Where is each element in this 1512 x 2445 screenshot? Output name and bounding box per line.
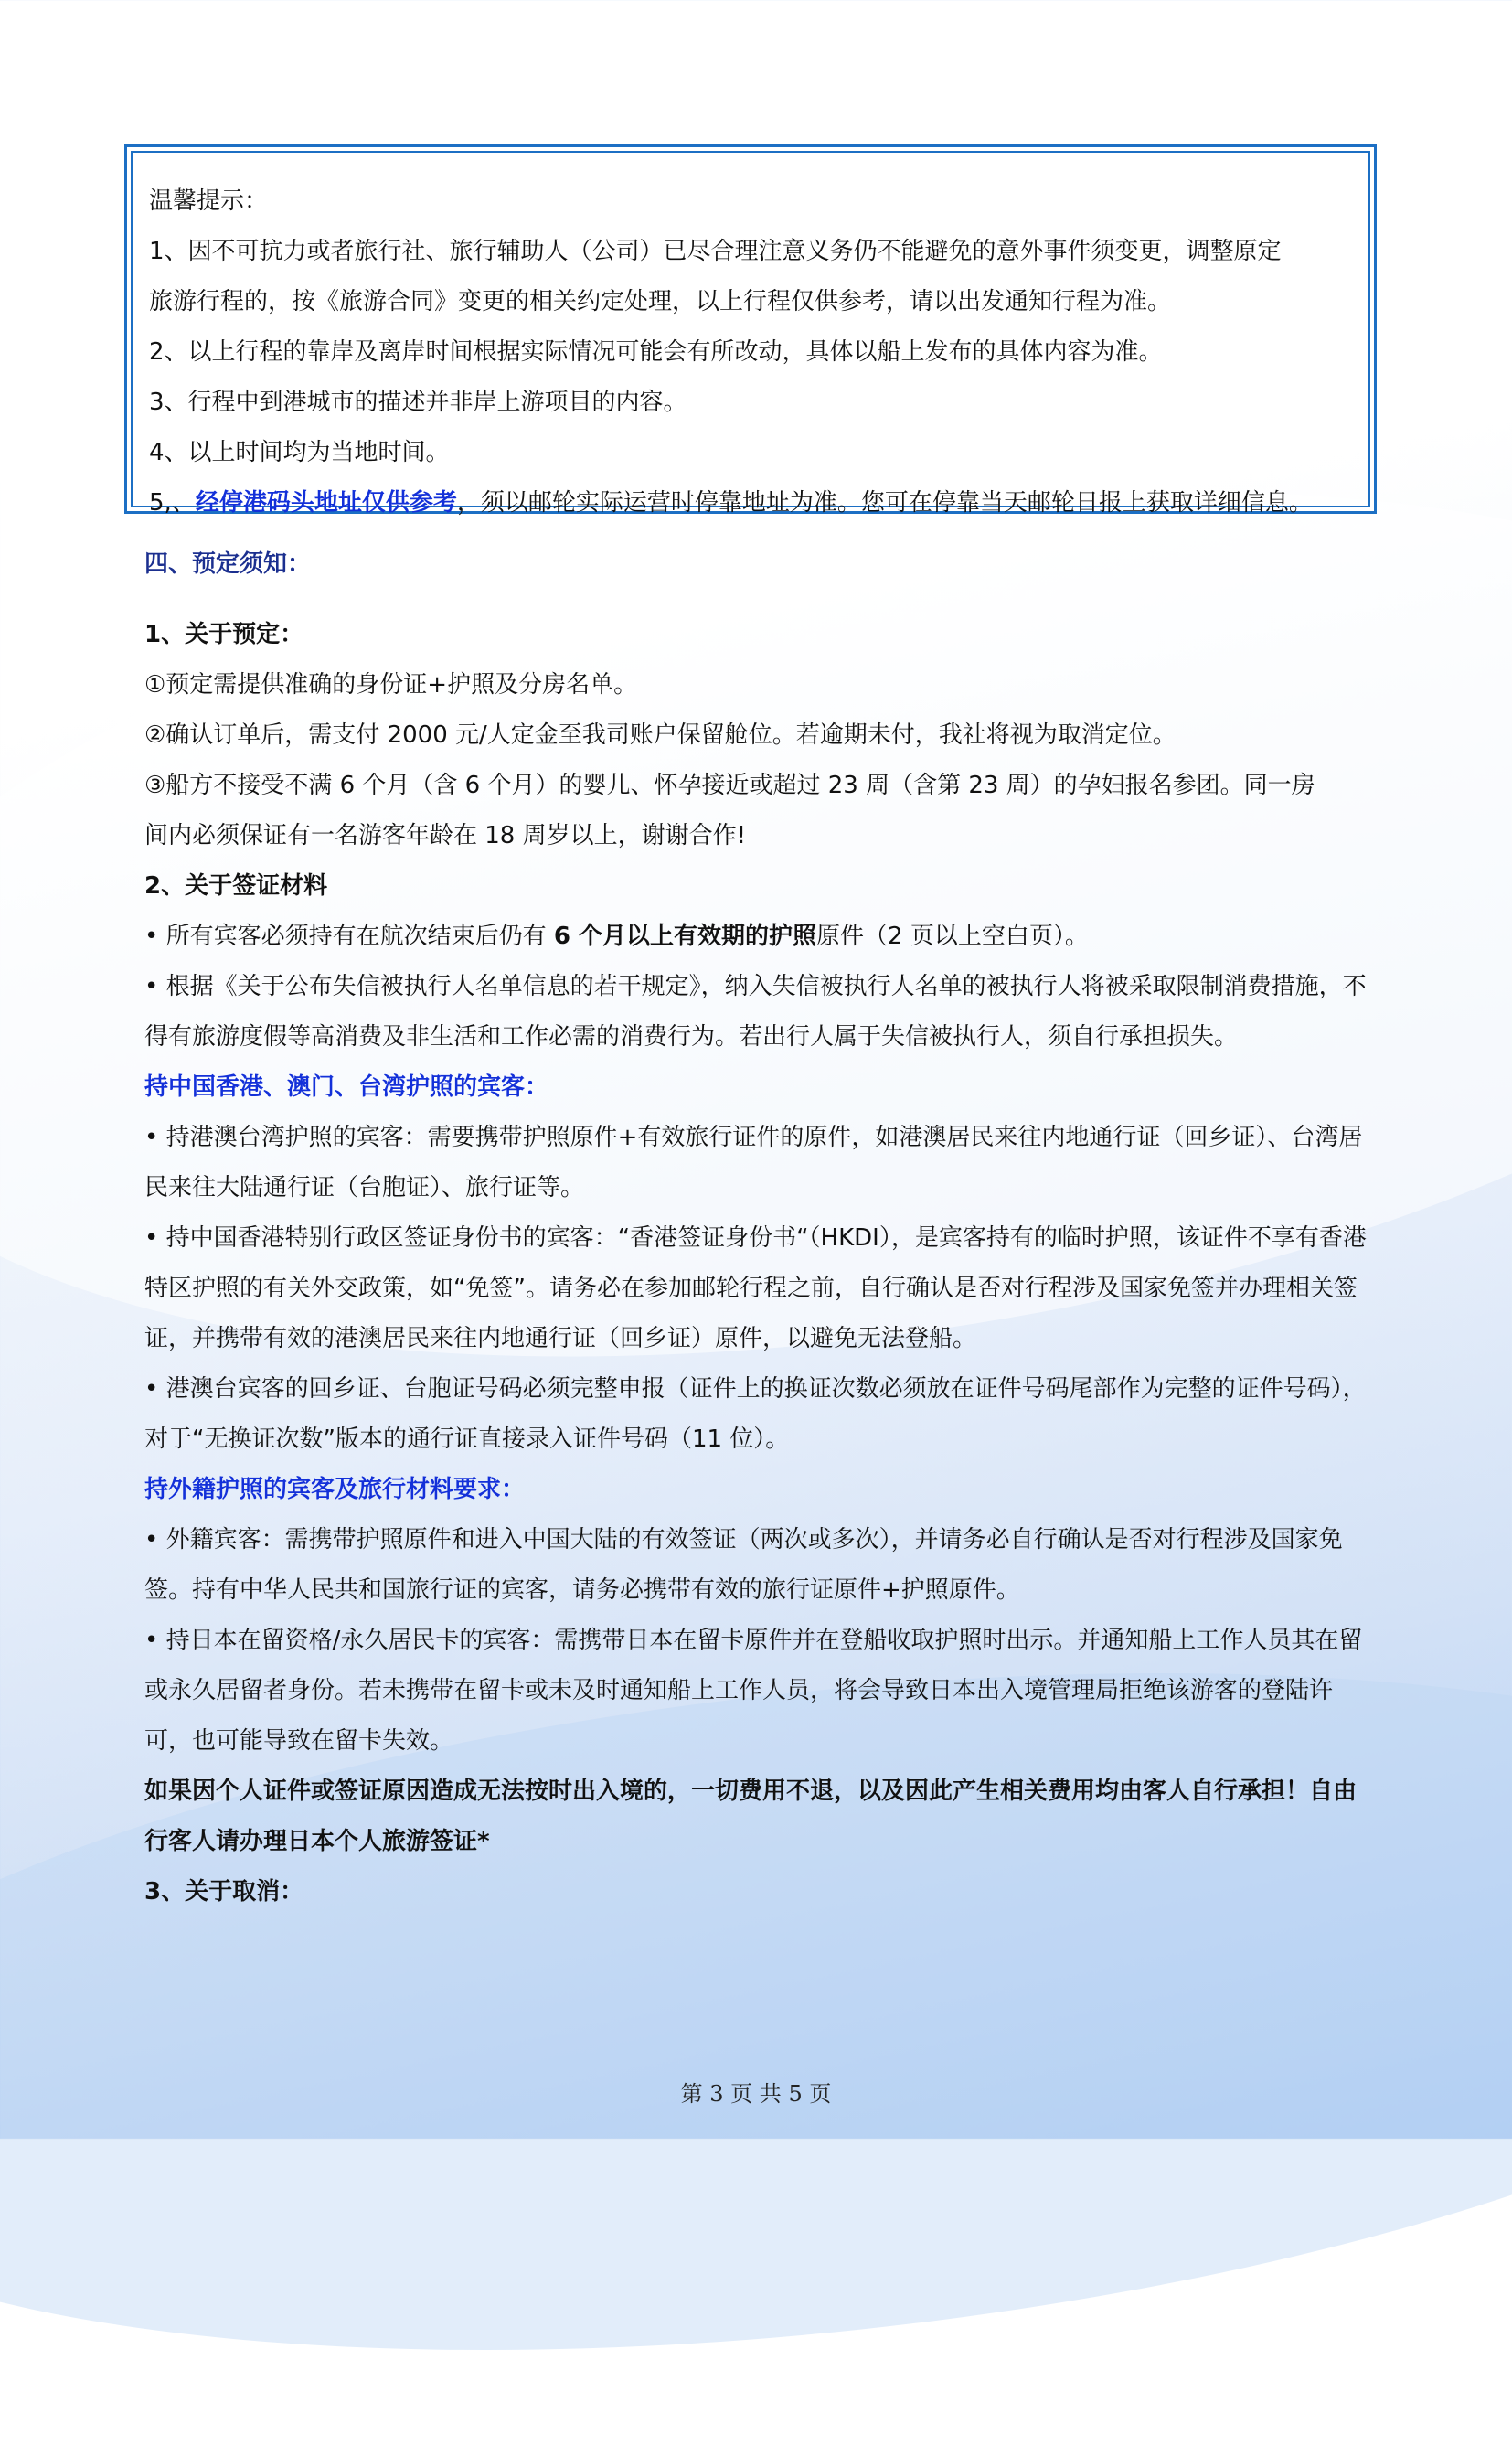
section-title: 四、预定须知： [144, 550, 312, 578]
visa-bullet-1 [144, 912, 1374, 962]
hk-macau-taiwan-title: 持中国香港、澳门、台湾护照的宾客： [144, 1073, 549, 1101]
tips-item-4: 4、以上时间均为当地时间。 [149, 439, 450, 466]
tips-item-2: 2、以上行程的靠岸及离岸时间根据实际情况可能会有所改动，具体以船上发布的具体内容为准。 [149, 338, 1163, 366]
booking-item-1: ①预定需提供准确的身份证+护照及分房名单。 [144, 671, 638, 699]
tips-item-5-rest: ，须以邮轮实际运营时停靠地址为准。您可在停靠当天邮轮日报上获取详细信息。 [456, 489, 1313, 517]
visa-bullet-1-bold: 6 个月以上有效期的护照 [553, 923, 817, 950]
booking-item-3b: 间内必须保证有一名游客年龄在 18 周岁以上，谢谢合作! [144, 822, 747, 849]
visa-bullet-1-post: 原件（2 页以上空白页）。 [816, 923, 1089, 950]
visa-title: 2、关于签证材料 [144, 872, 328, 900]
tips-item-1a: 1、因不可抗力或者旅行社、旅行辅助人（公司）已尽合理注意义务仍不能避免的意外事件须变更，调整原定 [149, 238, 1282, 265]
tips-box [124, 144, 1377, 517]
foreign-bullet-2: • 持日本在留资格/永久居民卡的宾客：需携带日本在留卡原件并在登船收取护照时出示。并通知船上工作人员其在留或永久居留者身份。若未携带在留卡或未及时通知船上工作人员，将会导致日本出入境管理局拒绝该游客的登陆许可，也可能导致在留卡失效。 [144, 1627, 1363, 1755]
tips-item-5 [149, 478, 1368, 529]
tips-title: 温馨提示： [149, 187, 269, 215]
visa-bullet-1-pre: • 所有宾客必须持有在航次结束后仍有 [144, 923, 554, 950]
tips-item-1b: 旅游行程的，按《旅游合同》变更的相关约定处理，以上行程仅供参考，请以出发通知行程为准。 [149, 288, 1172, 315]
page-footer: 第 3 页 共 5 页 [680, 2081, 832, 2107]
tips-item-5-prefix: 5,、 [149, 489, 196, 517]
hk-bullet-2: • 持中国香港特别行政区签证身份书的宾客：“香港签证身份书“（HKDI），是宾客持有的临时护照，该证件不享有香港特区护照的有关外交政策，如“免签”。请务必在参加邮轮行程之前，自行确认是否对行程涉及国家免签并办理相关签证，并携带有效的港澳居民来往内地通行证（回乡证）原件，以避免无法登船。 [144, 1224, 1367, 1352]
cancel-title: 3、关于取消： [144, 1878, 304, 1906]
booking-notes [144, 539, 1374, 1917]
hk-bullet-3: • 港澳台宾客的回乡证、台胞证号码必须完整申报（证件上的换证次数必须放在证件号码尾部作为完整的证件号码），对于“无换证次数”版本的通行证直接录入证件号码（11 位）。 [144, 1375, 1367, 1453]
tips-inner [131, 151, 1370, 517]
spacer [144, 590, 1374, 610]
visa-bullet-2: • 根据《关于公布失信被执行人名单信息的若干规定》，纳入失信被执行人名单的被执行人将被采取限制消费措施，不得有旅游度假等高消费及非生活和工作必需的消费行为。若出行人属于失信被执行人，须自行承担损失。 [144, 973, 1367, 1051]
hk-bullet-1: • 持港澳台湾护照的宾客：需要携带护照原件+有效旅行证件的原件，如港澳居民来往内地通行证（回乡证）、台湾居民来往大陆通行证（台胞证）、旅行证等。 [144, 1124, 1363, 1201]
booking-item-2: ②确认订单后，需支付 2000 元/人定金至我司账户保留舱位。若逾期未付，我社将视为取消定位。 [144, 721, 1177, 749]
foreign-bullet-1: • 外籍宾客：需携带护照原件和进入中国大陆的有效签证（两次或多次），并请务必自行确认是否对行程涉及国家免签。持有中华人民共和国旅行证的宾客，请务必携带有效的旅行证原件+护照原件。 [144, 1526, 1343, 1604]
visa-warning: 如果因个人证件或签证原因造成无法按时出入境的，一切费用不退，以及因此产生相关费用均由客人自行承担！自由行客人请办理日本个人旅游签证* [144, 1778, 1358, 1855]
tips-item-5-highlight: 经停港码头地址仅供参考 [195, 489, 457, 517]
booking-item-3a: ③船方不接受不满 6 个月（含 6 个月）的婴儿、怀孕接近或超过 23 周（含第 23 周）的孕妇报名参团。同一房 [144, 772, 1315, 799]
foreign-passport-title: 持外籍护照的宾客及旅行材料要求： [144, 1476, 526, 1503]
booking-title: 1、关于预定： [144, 621, 304, 648]
tips-item-3: 3、行程中到港城市的描述并非岸上游项目的内容。 [149, 389, 687, 416]
